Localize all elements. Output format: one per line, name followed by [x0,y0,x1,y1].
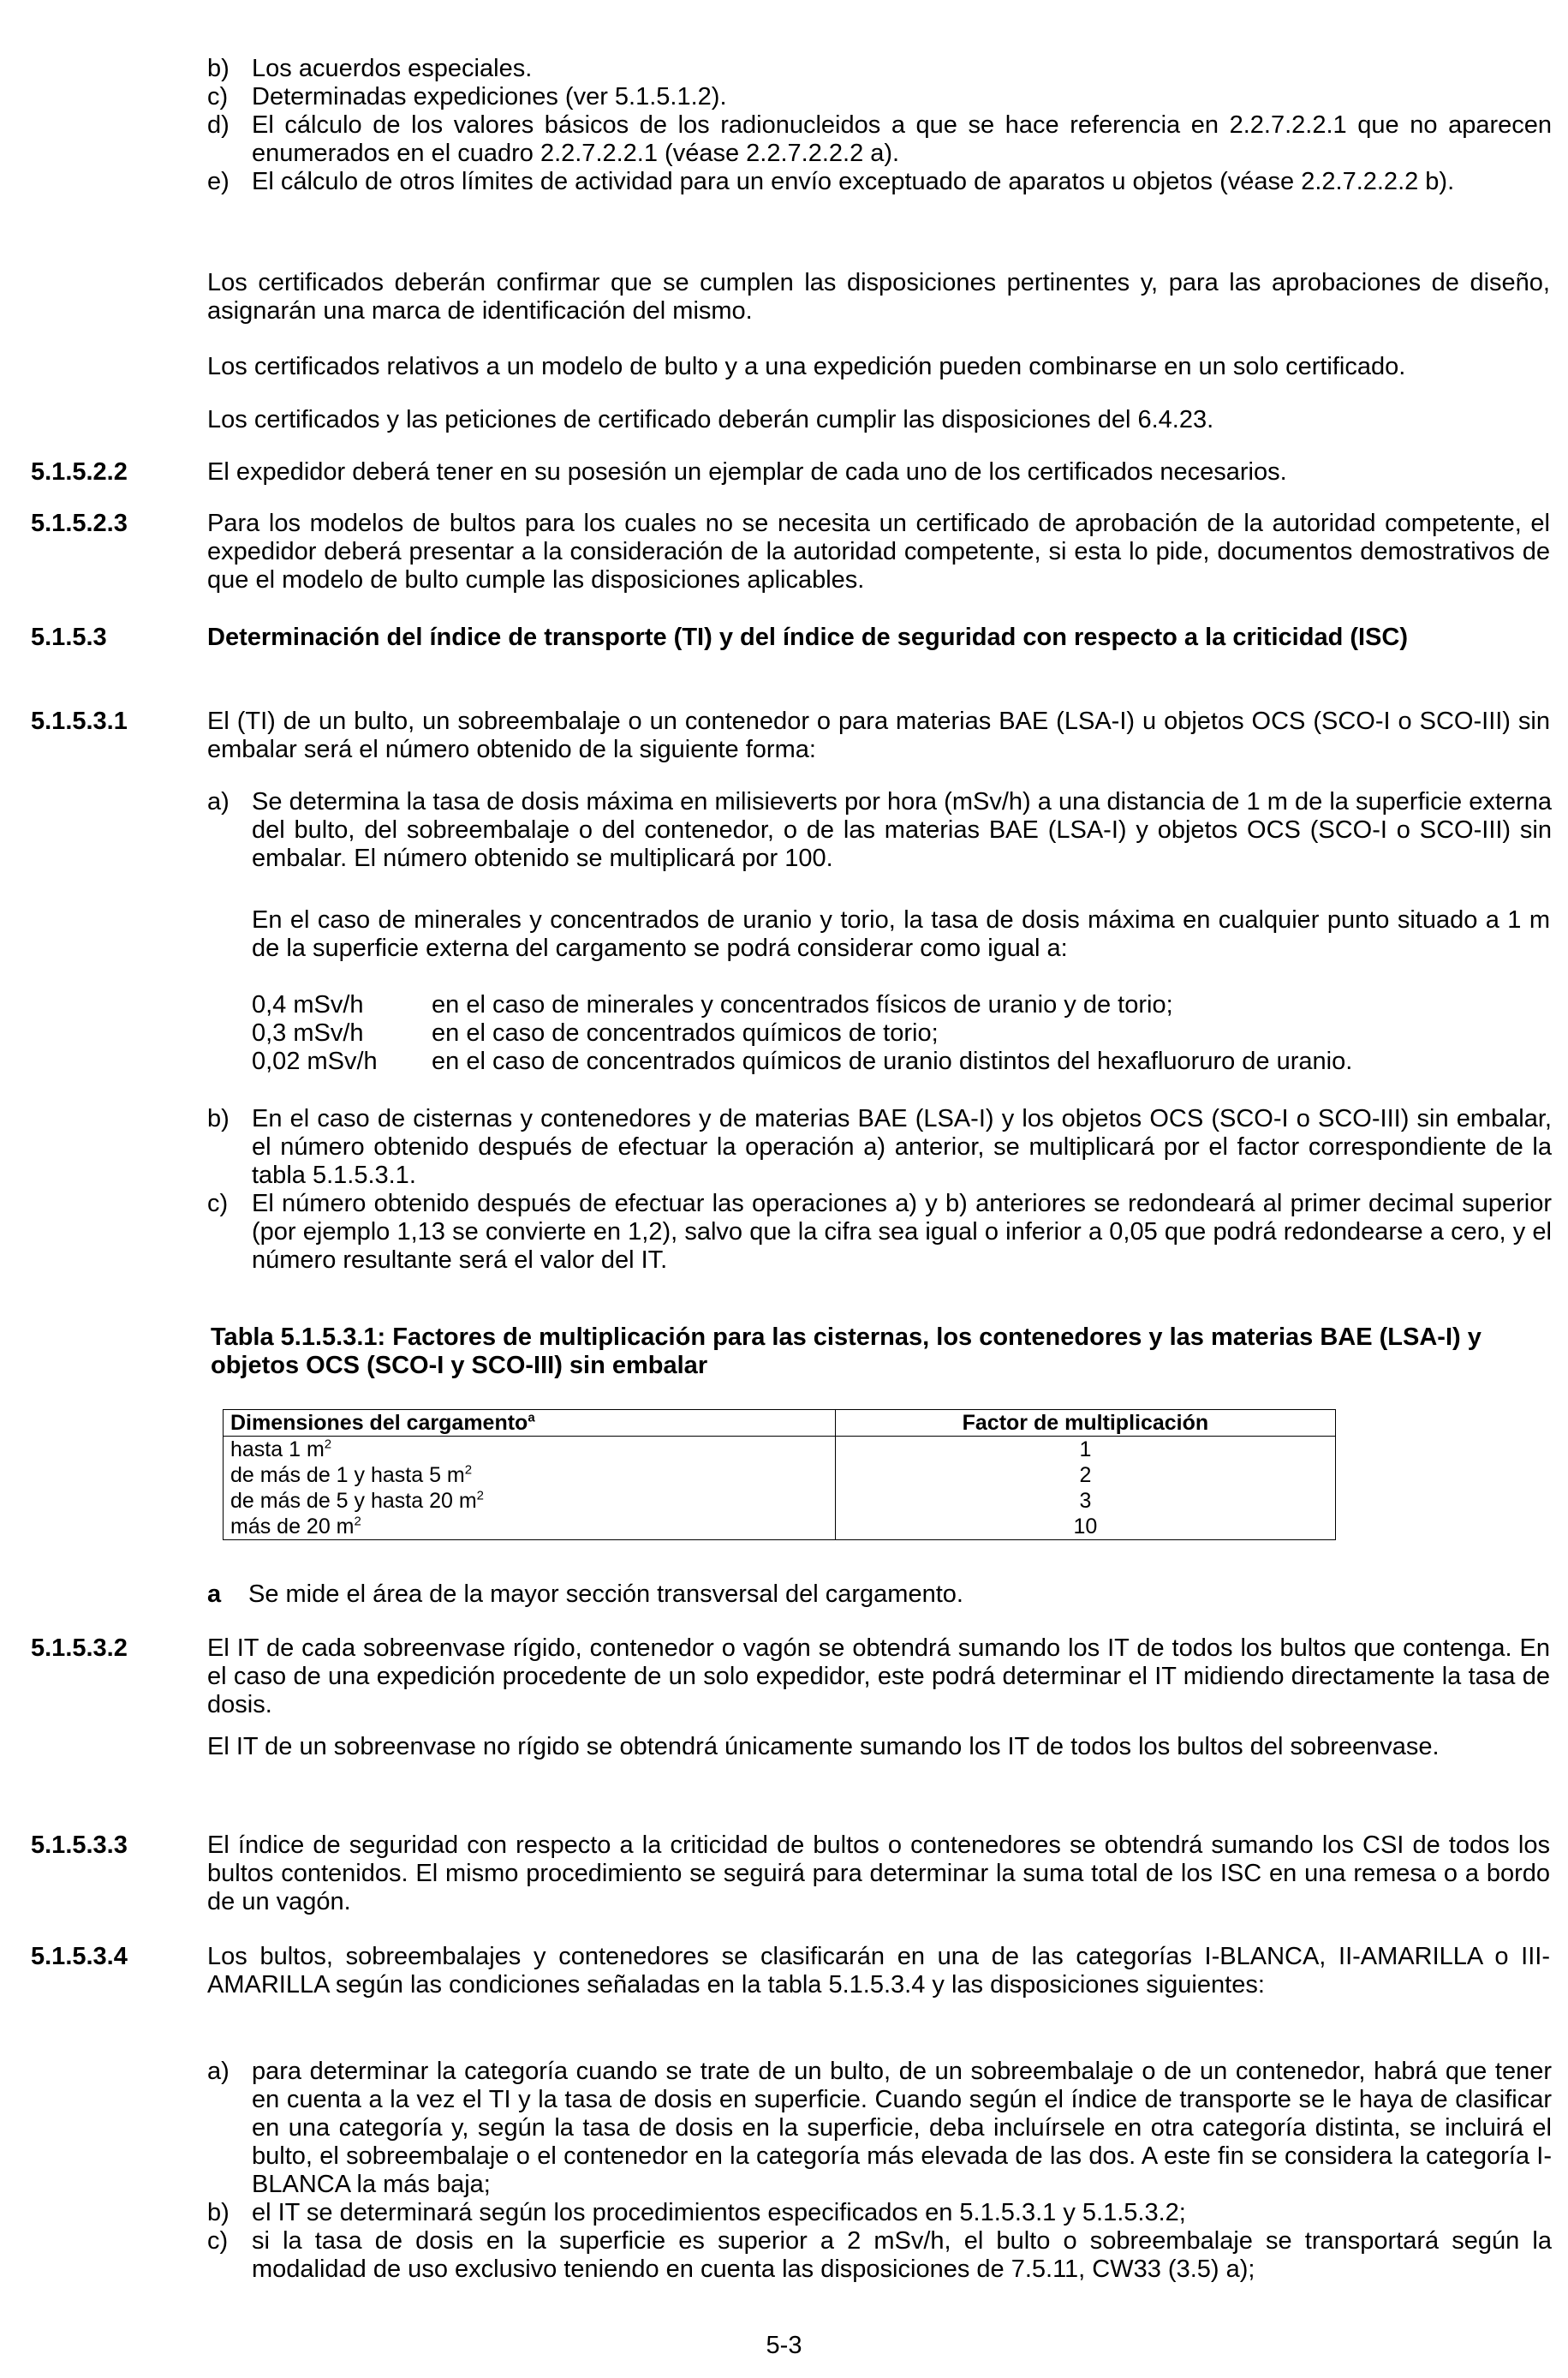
table-row: hasta 1 $m^2$ 1 [224,1437,1336,1463]
note-uranio-torio: En el caso de minerales y concentrados de uranio y torio, la tasa de dosis máxima en cualquier punto situado a 1 m de la superficie externa del cargamento se podrá considerar como igual a: [252,906,1550,962]
list-item: c) Determinadas expediciones (ver 5.1.5.1.2). [207,83,727,111]
list-item: a) Se determina la tasa de dosis máxima en milisieverts por hora (mSv/h) a una distancia de 1 m de la superficie externa del bulto, del sobreembalaje o del contenedor, o de las materias BAE (LSA-I) y objetos OCS (SCO-I o SCO-III) sin embalar. El número obtenido se multiplicará por 100. [207,788,1552,872]
table-header-row [224,1410,1336,1437]
list-item: e) El cálculo de otros límites de actividad para un envío exceptuado de aparatos u objetos (véase 2.2.7.2.2.2 b). [207,168,1455,195]
list-item: c) El número obtenido después de efectuar las operaciones a) y b) anteriores se redondeará al primer decimal superior (por ejemplo 1,13 se convierte en 1,2), salvo que la cifra sea igual o inferior a 0,05 que podrá redondearse a cero, y el número resultante será el valor del IT. [207,1190,1552,1274]
dose-rate-row: 0,4 mSv/h en el caso de minerales y concentrados físicos de uranio y de torio; [252,991,1173,1019]
section-5-1-5-2-3 [0,510,1568,594]
multiplication-factors-table [223,1409,1336,1540]
table-row: de más de 5 y hasta 20 $m^2$ 3 [224,1488,1336,1514]
category-rules-list [207,2058,1552,2284]
section-number: 5.1.5.3.2 [31,1634,128,1662]
paragraph-certificados: Los certificados deberán confirmar que se cumplen las disposiciones pertinentes y, para las aprobaciones de diseño, asignarán una marca de identificación del mismo. [207,269,1550,325]
column-header-factor: Factor de multiplicación [835,1410,1335,1437]
section-number: 5.1.5.3.3 [31,1831,128,1859]
section-text: El índice de seguridad con respecto a la criticidad de bultos o contenedores se obtendrá sumando los CSI de todos los bultos contenidos. El mismo procedimiento se seguirá para determinar la suma total de los ISC en una remesa o a bordo de un vagón. [207,1831,1550,1915]
list-item: b) En el caso de cisternas y contenedores y de materias BAE (LSA-I) y los objetos OCS (SCO-I o SCO-III) sin embalar, el número obtenido después de efectuar la operación a) anterior, se multiplicará por el factor correspondiente de la tabla 5.1.5.3.1. [207,1105,1552,1189]
list-item: b) Los acuerdos especiales. [207,55,533,82]
footnote-text: Se mide el área de la mayor sección transversal del cargamento. [248,1580,963,1608]
top-list [207,55,1552,196]
list-item: a) para determinar la categoría cuando se trate de un bulto, de un sobreembalaje o de un contenedor, habrá que tener en cuenta a la vez el TI y la tasa de dosis en superficie. Cuando según el índice de transporte se le haya de clasificar en una categoría y, según la tasa de dosis en la superficie, deba incluírsele en otra categoría distinta, se incluirá el bulto, el sobreembalaje o el contenedor en la categoría más elevada de las dos. A este fin se considera la categoría I-BLANCA la más baja; [207,2058,1552,2198]
dose-rate-list [252,991,1536,1076]
section-5-1-5-2-2 [0,458,1568,487]
list-item: d) El cálculo de los valores básicos de los radionucleidos a que se hace referencia en 2.2.7.2.2.1 que no aparecen enumerados en el cuadro 2.2.7.2.2.1 (véase 2.2.7.2.2.2 a). [207,111,1552,167]
section-text: Para los modelos de bultos para los cuales no se necesita un certificado de aprobación de la autoridad competente, el expedidor deberá presentar a la consideración de la autoridad competente, si esta lo pide, documentos demostrativos de que el modelo de bulto cumple las disposiciones aplicables. [207,510,1550,594]
list-item: b) el IT se determinará según los procedimientos especificados en 5.1.5.3.1 y 5.1.5.3.2; [207,2199,1186,2226]
table-caption: Tabla 5.1.5.3.1: Factores de multiplicación para las cisternas, los contenedores y las materias BAE (LSA-I) y objetos OCS (SCO-I y SCO-III) sin embalar [211,1323,1482,1379]
footnote-mark: a [207,1580,222,1608]
section-number: 5.1.5.2.2 [31,458,128,486]
section-number: 5.1.5.3 [31,624,107,651]
dose-rate-row: 0,02 mSv/h en el caso de concentrados químicos de uranio distintos del hexafluoruro de uranio. [252,1048,1353,1075]
page-number: 5-3 [766,2332,802,2359]
section-text: Los bultos, sobreembalajes y contenedores se clasificarán en una de las categorías I-BLANCA, II-AMARILLA o III-AMARILLA según las condiciones señaladas en la tabla 5.1.5.3.4 y las disposiciones siguientes: [207,1943,1550,1999]
dose-rate-row: 0,3 mSv/h en el caso de concentrados químicos de torio; [252,1019,939,1047]
section-number: 5.1.5.3.1 [31,708,128,735]
section-5-1-5-3 [0,624,1568,652]
item-a [207,788,1552,873]
paragraph-combinarse: Los certificados relativos a un modelo de bulto y a una expedición pueden combinarse en un solo certificado. [207,353,1406,380]
section-number: 5.1.5.2.3 [31,510,128,537]
section-heading: Determinación del índice de transporte (TI) y del índice de seguridad con respecto a la criticidad (ISC) [207,624,1408,651]
section-5-1-5-3-4 [0,1943,1568,1999]
column-header-dimensions: Dimensiones del cargamento$^a$ [224,1410,836,1437]
section-number: 5.1.5.3.4 [31,1943,128,1970]
list-item: c) si la tasa de dosis en la superficie es superior a 2 mSv/h, el bulto o sobreembalaje se transportará según la modalidad de uso exclusivo teniendo en cuenta las disposiciones de 7.5.11, CW33 (3.5) a); [207,2227,1552,2283]
paragraph-peticiones: Los certificados y las peticiones de certificado deberán cumplir las disposiciones del 6.4.23. [207,406,1214,433]
section-text: El expedidor deberá tener en su posesión un ejemplar de cada uno de los certificados necesarios. [207,458,1287,486]
table-row: más de 20 $m^2$ 10 [224,1514,1336,1540]
section-text-2: El IT de un sobreenvase no rígido se obtendrá únicamente sumando los IT de todos los bultos del sobreenvase. [207,1733,1440,1760]
section-5-1-5-3-3 [0,1831,1568,1916]
table-footnote [207,1580,1543,1609]
section-text: El (TI) de un bulto, un sobreembalaje o un contenedor o para materias BAE (LSA-I) u objetos OCS (SCO-I o SCO-III) sin embalar será el número obtenido de la siguiente forma: [207,708,1550,763]
items-b-c [207,1105,1552,1275]
section-text: El IT de cada sobreenvase rígido, contenedor o vagón se obtendrá sumando los IT de todos los bultos que contenga. En el caso de una expedición procedente de un solo expedidor, este podrá determinar el IT midiendo directamente la tasa de dosis. [207,1634,1550,1718]
section-5-1-5-3-1 [0,708,1568,764]
section-5-1-5-3-2 [0,1634,1568,1761]
table-row: de más de 1 y hasta 5 $m^2$ 2 [224,1462,1336,1488]
